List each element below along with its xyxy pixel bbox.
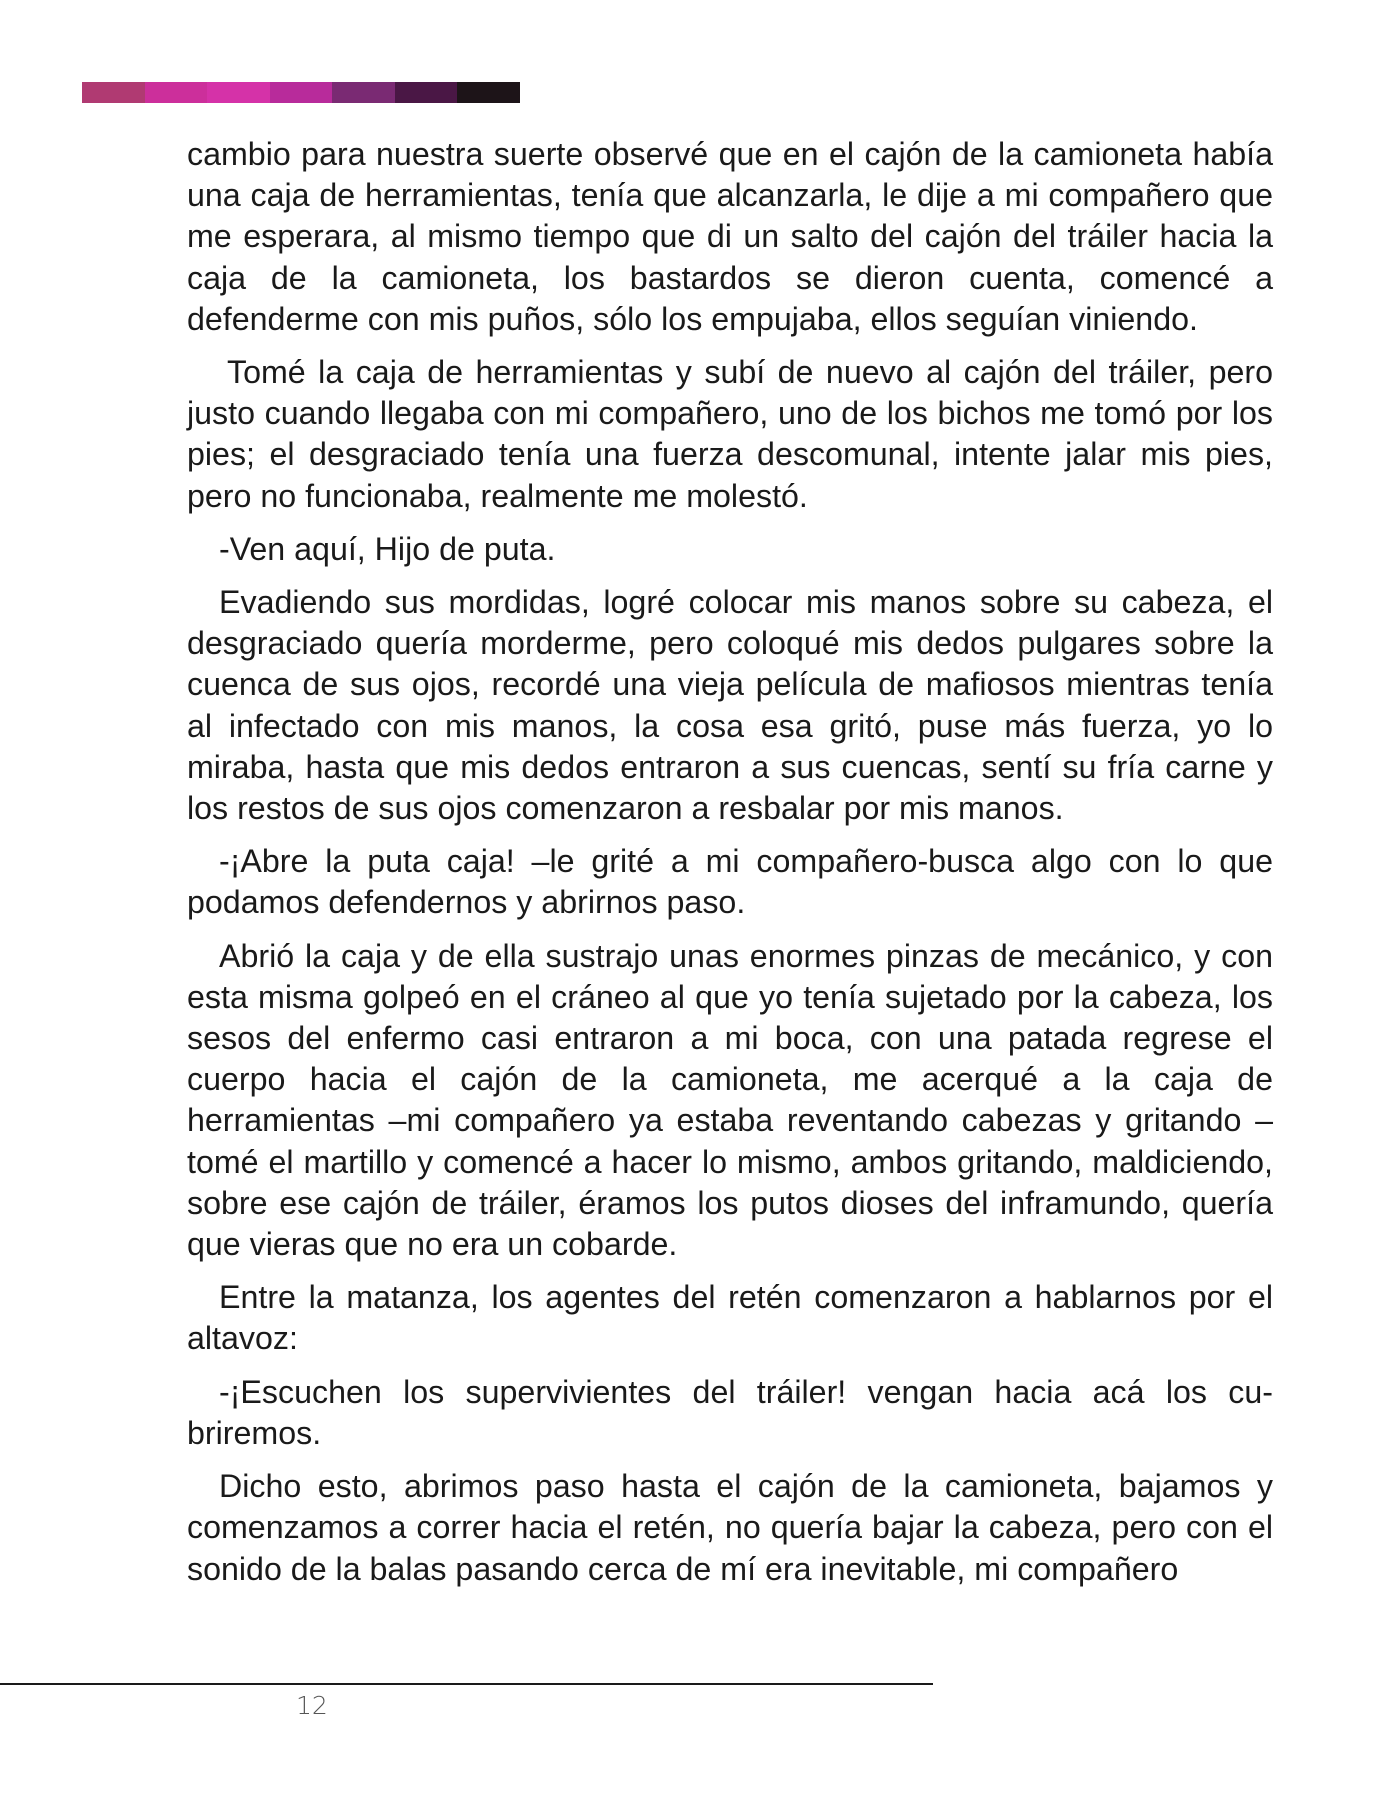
paragraph: Abrió la caja y de ella sustrajo unas enormes pinzas de mecánico, y con esta misma golpeó en el cráneo al que yo tenía sujetado por la cabeza, los sesos del enfermo casi entraron a mi boca, con una patada regrese el cuerpo hacia el cajón de la camioneta, me acerqué a la caja de herramientas –mi compañero ya estaba reventando cabezas y gritando – tomé el martillo y comencé a hacer lo mismo, ambos gritando, maldiciendo, sobre ese cajón de tráiler, éramos los putos dioses del inframundo, quería que vieras que no era un cobarde.	[187, 937, 1273, 1263]
header-color-bar	[82, 82, 520, 103]
paragraph: -Ven aquí, Hijo de puta.	[219, 530, 556, 567]
paragraph: Evadiendo sus mordidas, logré colocar mis manos sobre su cabeza, el desgraciado quería morderme, pero coloqué mis dedos pulgares sobre la cuenca de sus ojos, recordé una vieja película de mafiosos mientras tenía al infectado con mis manos, la cosa esa gritó, puse más fuerza, yo lo miraba, hasta que mis dedos entraron a sus cuencas, sentí su fría carne y los restos de sus ojos comenzaron a resbalar por mis manos.	[187, 584, 1273, 827]
paragraph: Dicho esto, abrimos paso hasta el cajón de la camioneta, bajamos y comenzamos a correr hacia el retén, no quería bajar la cabeza, pero con el sonido de la balas pasando cerca de mí era inevitable, mi compañero	[187, 1468, 1273, 1587]
paragraph: -¡Abre la puta caja! –le grité a mi compañero-busca algo con lo que podamos defendernos y abrirnos paso.	[187, 843, 1273, 921]
header-bar-segment	[457, 82, 520, 103]
header-bar-segment	[332, 82, 395, 103]
header-bar-segment	[145, 82, 208, 103]
paragraph: -¡Escuchen los supervivientes del tráiler! vengan hacia acá los cubriremos.	[187, 1373, 1273, 1451]
header-bar-segment	[82, 82, 145, 103]
paragraph: Entre la matanza, los agentes del retén comenzaron a hablarnos por el altavoz:	[187, 1279, 1273, 1357]
footer-rule	[0, 1683, 933, 1685]
header-bar-segment	[270, 82, 333, 103]
paragraph: cambio para nuestra suerte observé que en el cajón de la camioneta había una caja de herramientas, tenía que alcanzarla, le dije a mi compañero que me esperara, al mismo tiempo que di un salto del cajón del tráiler hacia la caja de la camioneta, los bastardos se dieron cuenta, comencé a defenderme con mis puños, sólo los empujaba, ellos seguían viniendo.	[187, 136, 1273, 337]
header-bar-segment	[207, 82, 270, 103]
header-bar-segment	[395, 82, 458, 103]
page-body-text	[187, 134, 1273, 1602]
page-number: 12	[296, 1691, 328, 1720]
paragraph: Tomé la caja de herramientas y subí de nuevo al cajón del tráiler, pero justo cuando llegaba con mi compañero, uno de los bichos me tomó por los pies; el desgraciado tenía una fuerza descomunal, intente jalar mis pies, pero no funcionaba, realmente me molestó.	[187, 354, 1273, 514]
